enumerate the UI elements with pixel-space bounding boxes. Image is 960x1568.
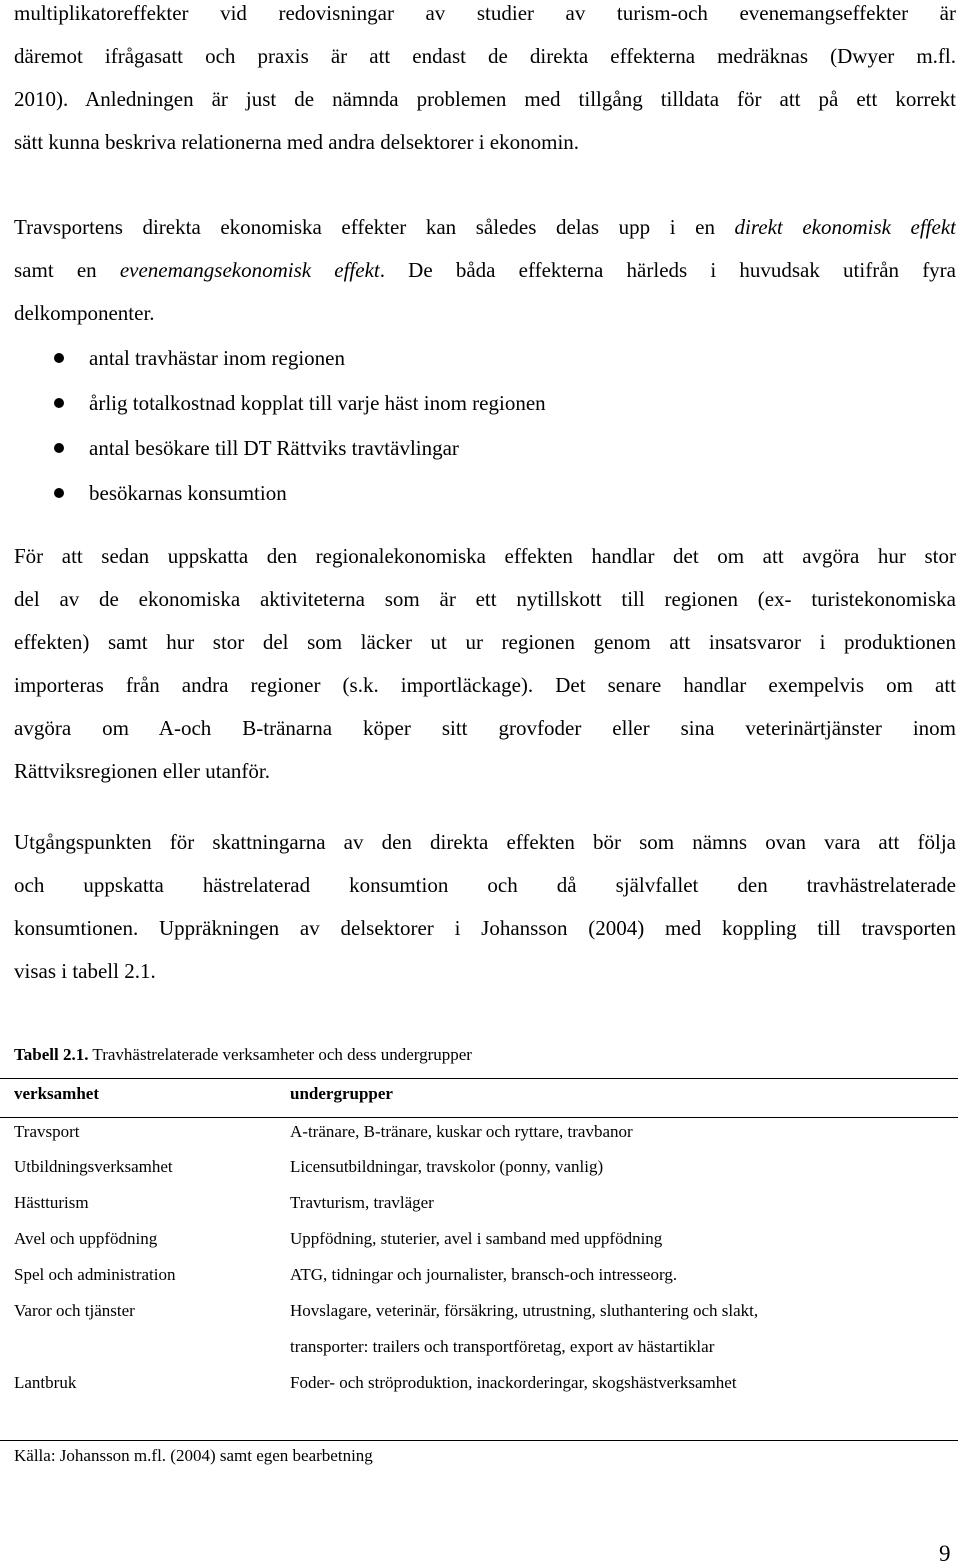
bullet-icon — [54, 398, 64, 408]
table-cell: Utbildningsverksamhet — [14, 1157, 173, 1176]
text-line — [14, 206, 956, 249]
table-caption-text: Travhästrelaterade verksamheter och dess undergrupper — [88, 1045, 472, 1064]
table-cell: Travsport — [14, 1122, 80, 1141]
table-cell: Spel och administration — [14, 1265, 176, 1284]
bullet-icon — [54, 488, 64, 498]
text-line: Rättviksregionen eller utanför. — [14, 759, 271, 783]
table-caption-label: Tabell 2.1. — [14, 1045, 89, 1064]
table-cell: Uppfödning, stuterier, avel i samband med uppfödning — [290, 1229, 663, 1248]
bullet-icon — [54, 443, 64, 453]
column-header-verksamhet: verksamhet — [14, 1084, 99, 1103]
text-line: avgöra om A-och B-tränarna köper sitt grovfoder eller sina veterinärtjänster inom — [14, 716, 956, 740]
table-cell: Hästturism — [14, 1193, 89, 1212]
paragraph-regional-effect — [14, 535, 956, 793]
paragraph-direct-effects — [14, 206, 956, 335]
column-header-undergrupper: undergrupper — [290, 1084, 393, 1103]
page-number: 9 — [939, 1541, 951, 1566]
text-run: . De båda effekterna härleds i huvudsak utifrån fyra — [379, 258, 956, 282]
list-item — [0, 471, 960, 516]
table-cell: transporter: trailers och transportföretag, export av hästartiklar — [290, 1337, 715, 1356]
list-item-text: årlig totalkostnad kopplat till varje häst inom regionen — [89, 391, 546, 415]
bullet-icon — [54, 353, 64, 363]
text-line — [14, 249, 956, 292]
paragraph-starting-point — [14, 821, 956, 993]
emphasis-event-effect: evenemangsekonomisk effekt — [119, 258, 380, 282]
table-cell: Hovslagare, veterinär, försäkring, utrustning, sluthantering och slakt, — [290, 1301, 759, 1320]
table-top-rule — [0, 1078, 958, 1079]
table-bottom-rule — [0, 1440, 958, 1441]
table-cell: Varor och tjänster — [14, 1301, 135, 1320]
list-item — [0, 336, 960, 381]
table-cell: Travturism, travläger — [290, 1193, 434, 1212]
table-cell: Avel och uppfödning — [14, 1229, 158, 1248]
text-run: samt en — [14, 258, 120, 282]
table-source: Källa: Johansson m.fl. (2004) samt egen bearbetning — [14, 1446, 373, 1465]
table-cell: Foder- och ströproduktion, inackorderingar, skogshästverksamhet — [290, 1373, 737, 1392]
text-line: sätt kunna beskriva relationerna med andra delsektorer i ekonomin. — [14, 130, 580, 154]
text-line: Utgångspunkten för skattningarna av den direkta effekten bör som nämns ovan vara att följa — [14, 830, 956, 854]
emphasis-direct-effect: direkt ekonomisk effekt — [734, 215, 956, 239]
table-cell: Lantbruk — [14, 1373, 77, 1392]
table-cell: Licensutbildningar, travskolor (ponny, vanlig) — [290, 1157, 604, 1176]
text-line: importeras från andra regioner (s.k. importläckage). Det senare handlar exempelvis om att — [14, 673, 956, 697]
table-cell: ATG, tidningar och journalister, bransch-och intresseorg. — [290, 1265, 678, 1284]
text-line: För att sedan uppskatta den regionalekonomiska effekten handlar det om att avgöra hur stor — [14, 544, 956, 568]
list-item-text: antal travhästar inom regionen — [89, 346, 345, 370]
component-list — [0, 336, 960, 516]
table-caption — [14, 1043, 472, 1067]
table-header-rule — [0, 1117, 958, 1118]
text-line: konsumtionen. Uppräkningen av delsektorer i Johansson (2004) med koppling till travsporten — [14, 916, 956, 940]
list-item — [0, 381, 960, 426]
text-line: däremot ifrågasatt och praxis är att endast de direkta effekterna medräknas (Dwyer m.fl. — [14, 44, 956, 68]
text-line: och uppskatta hästrelaterad konsumtion och då självfallet den travhästrelaterade — [14, 873, 956, 897]
text-line: del av de ekonomiska aktiviteterna som är ett nytillskott till regionen (ex- turistekonomiska — [14, 587, 956, 611]
list-item — [0, 426, 960, 471]
list-item-text: antal besökare till DT Rättviks travtävlingar — [89, 436, 459, 460]
text-line: effekten) samt hur stor del som läcker ut ur regionen genom att insatsvaror i produktionen — [14, 630, 956, 654]
text-run: Travsportens direkta ekonomiska effekter kan således delas upp i en — [14, 215, 735, 239]
text-line: multiplikatoreffekter vid redovisningar av studier av turism-och evenemangseffekter är — [14, 1, 956, 25]
text-line: 2010). Anledningen är just de nämnda problemen med tillgång tilldata för att på ett korrekt — [14, 87, 956, 111]
paragraph-multiplier-effects — [14, 0, 956, 164]
text-line: delkomponenter. — [14, 301, 155, 325]
list-item-text: besökarnas konsumtion — [89, 481, 287, 505]
table-cell: A-tränare, B-tränare, kuskar och ryttare, travbanor — [290, 1122, 633, 1141]
text-line: visas i tabell 2.1. — [14, 959, 156, 983]
